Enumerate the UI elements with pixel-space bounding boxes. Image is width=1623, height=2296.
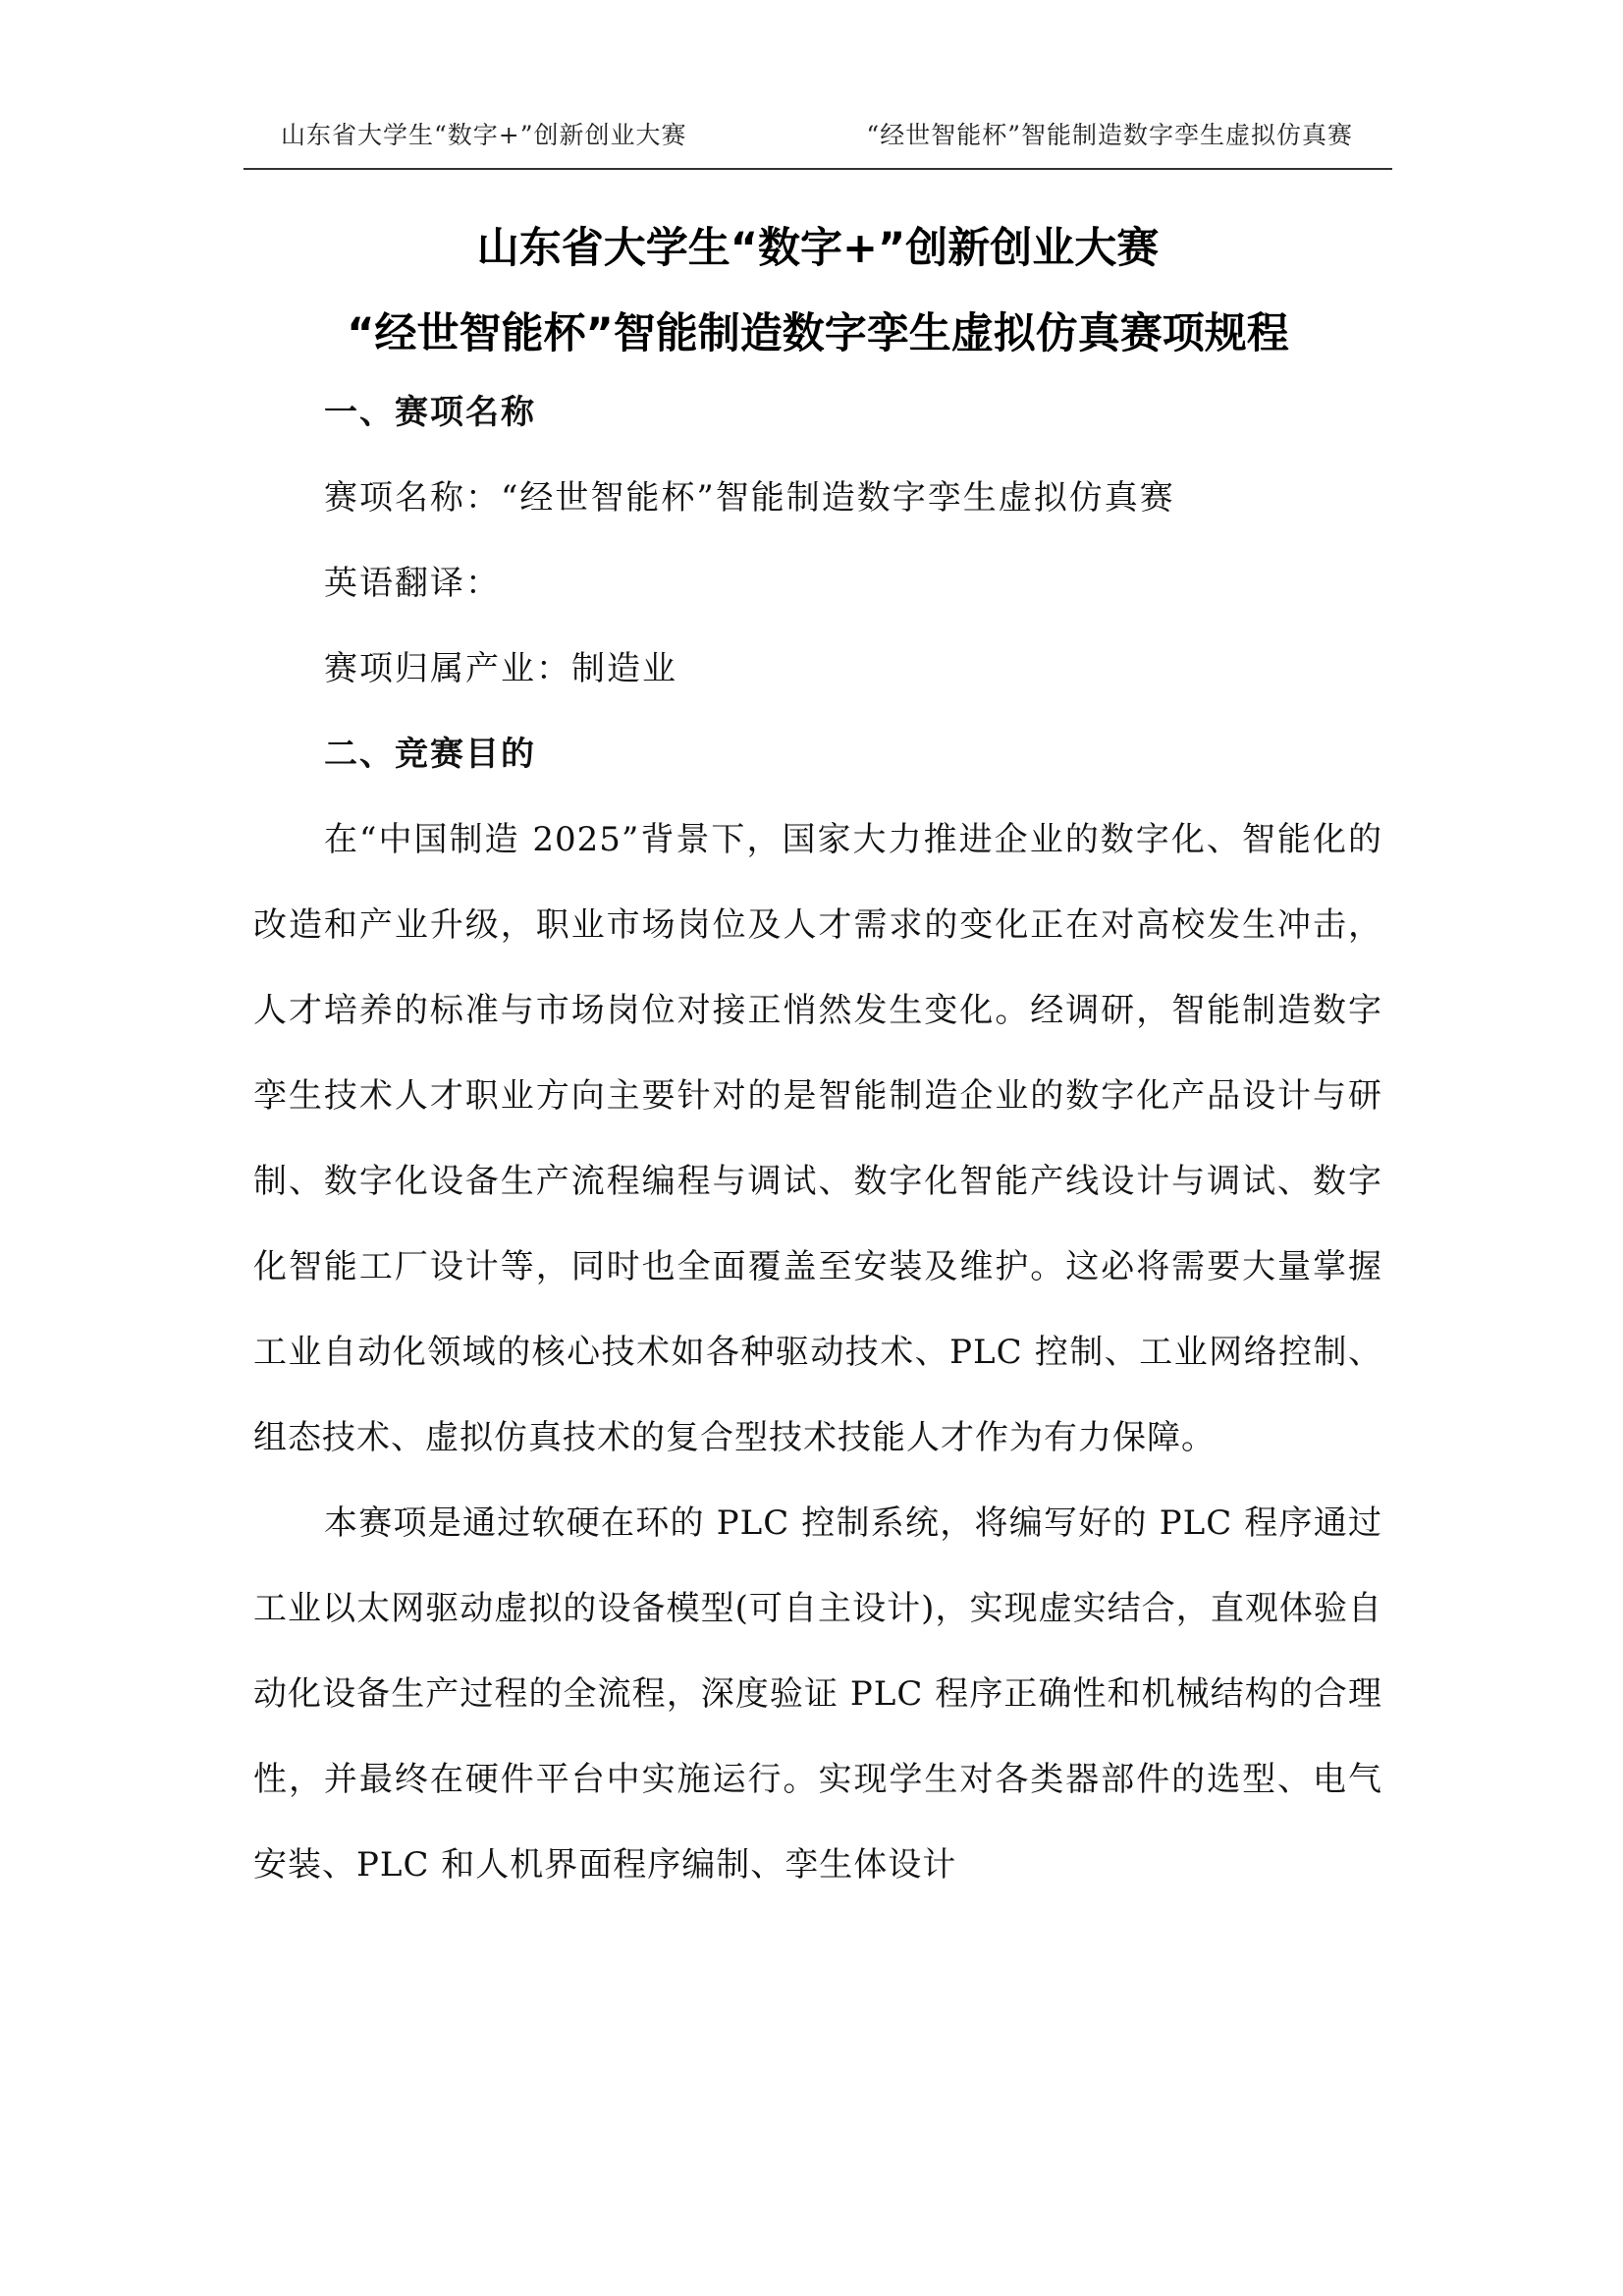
title-line-1: 山东省大学生“数字+”创新创业大赛: [476, 224, 1160, 273]
document-body: [253, 370, 1382, 1908]
running-header-right: “经世智能杯”智能制造数字孪生虚拟仿真赛: [866, 121, 1353, 149]
running-header-left: 山东省大学生“数字+”创新创业大赛: [281, 121, 687, 149]
industry-line: 赛项归属产业：制造业: [324, 649, 677, 688]
header-rule: [243, 168, 1392, 170]
purpose-paragraph-2: 本赛项是通过软硬在环的 PLC 控制系统，将编写好的 PLC 程序通过工业以太网驱动虚拟的设备模型(可自主设计)，实现虚实结合，直观体验自动化设备生产过程的全流程，深度验证 PLC 程序正确性和机械结构的合理性，并最终在硬件平台中实施运行。实现学生对各类器部件的选型、电气安装、PLC 和人机界面程序编制、孪生体设计: [253, 1503, 1382, 1885]
english-translation-line: 英语翻译：: [324, 564, 501, 603]
purpose-paragraph-1: 在“中国制造 2025”背景下，国家大力推进企业的数字化、智能化的改造和产业升级，职业市场岗位及人才需求的变化正在对高校发生冲击，人才培养的标准与市场岗位对接正悄然发生变化。经调研，智能制造数字孪生技术人才职业方向主要针对的是智能制造企业的数字化产品设计与研制、数字化设备生产流程编程与调试、数字化智能产线设计与调试、数字化智能工厂设计等，同时也全面覆盖至安装及维护。这必将需要大量掌握工业自动化领域的核心技术如各种驱动技术、PLC 控制、工业网络控制、组态技术、虚拟仿真技术的复合型技术技能人才作为有力保障。: [253, 820, 1382, 1457]
event-name-line: 赛项名称：“经世智能杯”智能制造数字孪生虚拟仿真赛: [324, 478, 1175, 518]
title-line-2: “经世智能杯”智能制造数字孪生虚拟仿真赛项规程: [347, 309, 1289, 358]
document-title: [243, 206, 1392, 377]
section-heading-purpose: 二、竞赛目的: [324, 735, 536, 774]
running-header: [243, 116, 1392, 155]
section-heading-event-name: 一、赛项名称: [324, 393, 536, 432]
